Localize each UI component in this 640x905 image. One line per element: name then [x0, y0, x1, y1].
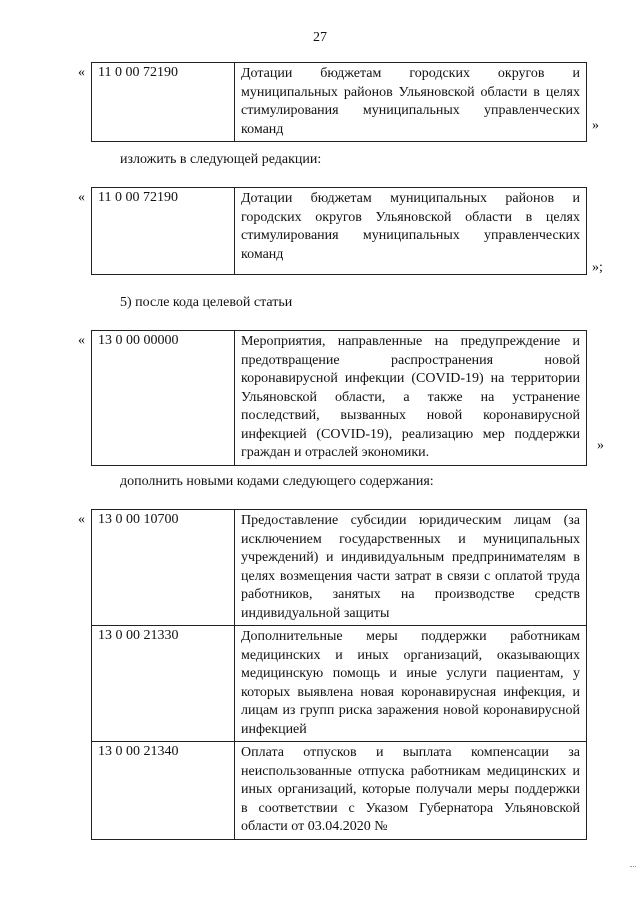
instruction-text: дополнить новыми кодами следующего содержания:	[120, 474, 434, 489]
target-code: 11 0 00 72190	[92, 63, 235, 142]
target-code: 13 0 00 00000	[92, 331, 235, 466]
target-code: 13 0 00 21340	[92, 742, 235, 840]
close-quote: »	[592, 118, 599, 133]
open-quote: «	[78, 512, 85, 527]
code-table-3	[91, 330, 587, 466]
close-quote: »	[597, 438, 604, 453]
instruction-text: изложить в следующей редакции:	[120, 152, 322, 167]
code-table-1	[91, 62, 587, 142]
table-row	[92, 626, 587, 742]
target-description: Дотации бюджетам муниципальных районов и городских округов Ульяновской области в целях стимулирования муниципальных управленческих команд	[235, 188, 587, 275]
instruction-text: 5) после кода целевой статьи	[120, 295, 293, 310]
target-description: Дотации бюджетам городских округов и муниципальных районов Ульяновской области в целях стимулирования муниципальных управленческих команд	[235, 63, 587, 142]
table-row	[92, 331, 587, 466]
open-quote: «	[78, 65, 85, 80]
open-quote: «	[78, 190, 85, 205]
table-row	[92, 63, 587, 142]
table-row	[92, 742, 587, 840]
scan-artifact	[630, 866, 636, 870]
target-code: 11 0 00 72190	[92, 188, 235, 275]
open-quote: «	[78, 333, 85, 348]
table-row	[92, 510, 587, 626]
target-code: 13 0 00 10700	[92, 510, 235, 626]
close-quote: »;	[592, 260, 603, 275]
target-description: Мероприятия, направленные на предупреждение и предотвращение распространения новой коронавирусной инфекции (COVID-19) на территории Ульяновской области, а также на устранение последствий, вызванных новой коронавирусной инфекцией (COVID-19), реализацию мер поддержки граждан и отраслей экономики.	[235, 331, 587, 466]
page-number: 27	[313, 30, 327, 45]
code-table-4	[91, 509, 587, 840]
target-description: Оплата отпусков и выплата компенсации за неиспользованные отпуска работникам медицинских и иных организаций, которые получали меры поддержки в соответствии с Указом Губернатора Ульяновской области от 03.04.2020 №	[235, 742, 587, 840]
target-code: 13 0 00 21330	[92, 626, 235, 742]
table-row	[92, 188, 587, 275]
target-description: Предоставление субсидии юридическим лицам (за исключением государственных и муниципальных учреждений) и индивидуальным предпринимателям в целях возмещения части затрат в связи с оплатой труда работников, занятых на производстве средств индивидуальной защиты	[235, 510, 587, 626]
code-table-2	[91, 187, 587, 275]
target-description: Дополнительные меры поддержки работникам медицинских и иных организаций, оказывающих медицинскую помощь и иные услуги пациентам, у которых выявлена новая коронавирусная инфекция, и лицам из групп риска заражения новой коронавирусной инфекцией	[235, 626, 587, 742]
